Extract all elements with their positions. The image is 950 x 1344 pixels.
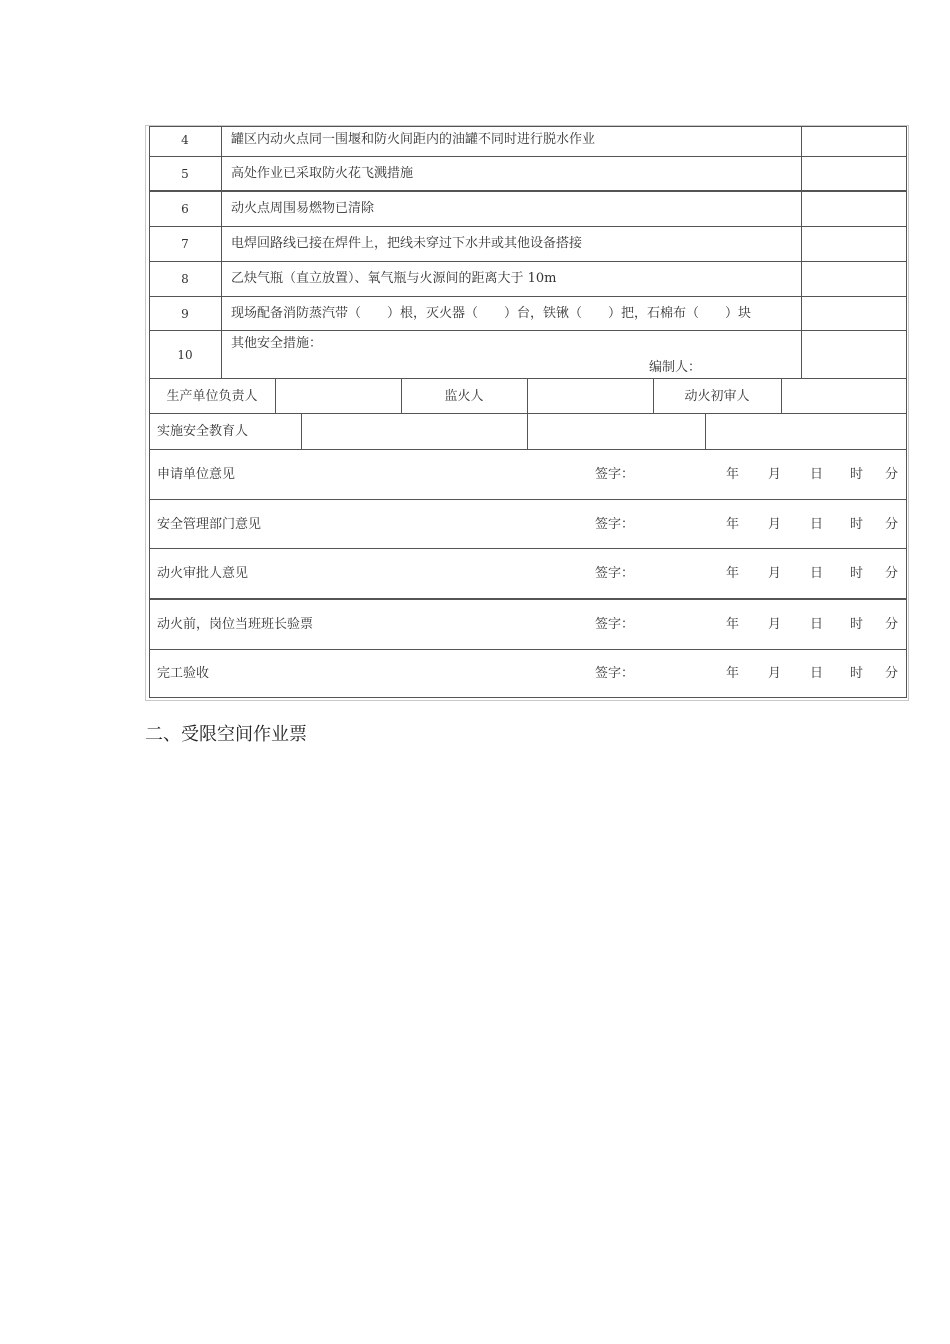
hot-work-permit-form bbox=[145, 125, 909, 701]
minute-label: 分 bbox=[885, 566, 899, 581]
year-label: 年 bbox=[726, 566, 740, 581]
grid-line bbox=[149, 697, 907, 698]
grid-line bbox=[149, 548, 907, 549]
minute-label: 分 bbox=[885, 666, 899, 681]
sign-label: 签字： bbox=[595, 617, 635, 632]
year-label: 年 bbox=[726, 666, 740, 681]
year-label: 年 bbox=[726, 467, 740, 482]
approval-label: 申请单位意见 bbox=[157, 467, 236, 482]
grid-line bbox=[149, 499, 907, 500]
checklist-item: 其他安全措施： bbox=[231, 336, 323, 351]
checklist-item: 动火点周围易燃物已清除 bbox=[231, 201, 375, 216]
section-heading: 二、受限空间作业票 bbox=[145, 724, 307, 745]
hour-label: 时 bbox=[850, 517, 864, 532]
safety-educator-label: 实施安全教育人 bbox=[157, 424, 249, 439]
day-label: 日 bbox=[810, 566, 824, 581]
form-grid bbox=[149, 126, 907, 698]
row-number: 4 bbox=[181, 133, 189, 147]
grid-line bbox=[527, 378, 528, 413]
sign-label: 签字： bbox=[595, 517, 635, 532]
year-label: 年 bbox=[726, 517, 740, 532]
hour-label: 时 bbox=[850, 467, 864, 482]
row-number: 9 bbox=[181, 307, 189, 321]
checklist-item: 现场配备消防蒸汽带（ ）根，灭火器（ ）台，铁锹（ ）把，石棉布（ ）块 bbox=[231, 306, 752, 321]
month-label: 月 bbox=[768, 617, 782, 632]
grid-line bbox=[781, 378, 782, 413]
row-number: 8 bbox=[181, 272, 189, 286]
grid-line bbox=[149, 190, 907, 192]
production-head-label: 生产单位负责人 bbox=[166, 389, 258, 404]
checklist-item: 罐区内动火点同一围堰和防火间距内的油罐不同时进行脱水作业 bbox=[231, 132, 596, 147]
day-label: 日 bbox=[810, 617, 824, 632]
checklist-item: 乙炔气瓶（直立放置）、氧气瓶与火源间的距离大于 10m bbox=[231, 271, 557, 286]
grid-line bbox=[149, 413, 907, 414]
approval-label: 安全管理部门意见 bbox=[157, 517, 262, 532]
grid-line bbox=[527, 413, 528, 449]
grid-line bbox=[705, 413, 706, 449]
row-number: 6 bbox=[181, 202, 189, 216]
approval-label: 动火审批人意见 bbox=[157, 566, 249, 581]
grid-line bbox=[149, 649, 907, 650]
year-label: 年 bbox=[726, 617, 740, 632]
hour-label: 时 bbox=[850, 617, 864, 632]
minute-label: 分 bbox=[885, 617, 899, 632]
grid-line bbox=[906, 126, 907, 698]
approval-label: 动火前，岗位当班班长验票 bbox=[157, 617, 314, 632]
grid-line bbox=[149, 598, 907, 600]
grid-line bbox=[149, 378, 907, 379]
first-reviewer-label: 动火初审人 bbox=[684, 389, 750, 404]
grid-line bbox=[801, 126, 802, 378]
day-label: 日 bbox=[810, 517, 824, 532]
approval-label: 完工验收 bbox=[157, 666, 210, 681]
grid-line bbox=[301, 413, 302, 449]
month-label: 月 bbox=[768, 467, 782, 482]
sign-label: 签字： bbox=[595, 467, 635, 482]
row-number: 10 bbox=[177, 348, 193, 362]
checklist-item: 高处作业已采取防火花飞溅措施 bbox=[231, 166, 414, 181]
grid-line bbox=[275, 378, 276, 413]
grid-line bbox=[149, 261, 907, 262]
grid-line bbox=[149, 330, 907, 331]
sign-label: 签字： bbox=[595, 666, 635, 681]
grid-line bbox=[149, 296, 907, 297]
hour-label: 时 bbox=[850, 566, 864, 581]
sign-label: 签字： bbox=[595, 566, 635, 581]
checklist-item: 电焊回路线已接在焊件上，把线未穿过下水井或其他设备搭接 bbox=[231, 236, 583, 251]
minute-label: 分 bbox=[885, 517, 899, 532]
preparer-label: 编制人： bbox=[649, 360, 702, 375]
fire-watcher-label: 监火人 bbox=[444, 389, 484, 404]
day-label: 日 bbox=[810, 467, 824, 482]
minute-label: 分 bbox=[885, 467, 899, 482]
row-number: 7 bbox=[181, 237, 189, 251]
row-number: 5 bbox=[181, 167, 189, 181]
grid-line bbox=[149, 156, 907, 157]
grid-line bbox=[149, 126, 907, 127]
grid-line bbox=[221, 126, 222, 378]
grid-line bbox=[149, 226, 907, 227]
month-label: 月 bbox=[768, 566, 782, 581]
day-label: 日 bbox=[810, 666, 824, 681]
month-label: 月 bbox=[768, 517, 782, 532]
month-label: 月 bbox=[768, 666, 782, 681]
grid-line bbox=[149, 449, 907, 450]
hour-label: 时 bbox=[850, 666, 864, 681]
